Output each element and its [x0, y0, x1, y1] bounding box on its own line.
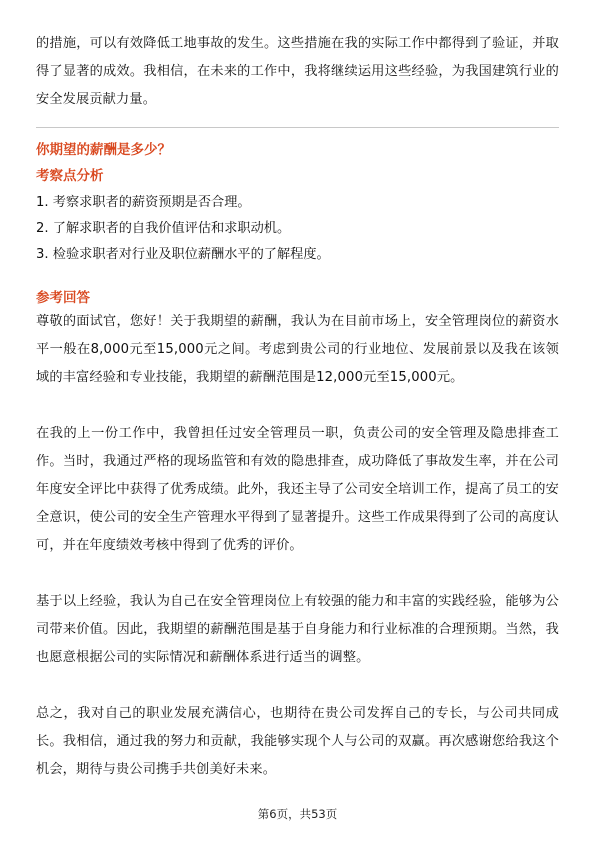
intro-paragraph: 的措施，可以有效降低工地事故的发生。这些措施在我的实际工作中都得到了验证，并取得了显著的成效。我相信，在未来的工作中，我将继续运用这些经验，为我国建筑行业的安全发展贡献力量。	[36, 36, 559, 107]
reference-answer	[36, 308, 559, 812]
analysis-point: 3. 检验求职者对行业及职位薪酬水平的了解程度。	[36, 247, 330, 262]
analysis-points-list	[36, 190, 330, 268]
page-footer: 第6页，共53页	[257, 807, 338, 821]
analysis-point: 1. 考察求职者的薪资预期是否合理。	[36, 195, 251, 210]
answer-paragraph: 在我的上一份工作中，我曾担任过安全管理员一职，负责公司的安全管理及隐患排查工作。当时，我通过严格的现场监管和有效的隐患排查，成功降低了事故发生率，并在公司年度安全评比中获得了优秀成绩。此外，我还主导了公司安全培训工作，提高了员工的安全意识，使公司的安全生产管理水平得到了显著提升。这些工作成果得到了公司的高度认可，并在年度绩效考核中得到了优秀的评价。	[36, 426, 559, 553]
answer-paragraph: 尊敬的面试官，您好！关于我期望的薪酬，我认为在目前市场上，安全管理岗位的薪资水平一般在8,000元至15,000元之间。考虑到贵公司的行业地位、发展前景以及我在该领域的丰富经验和专业技能，我期望的薪酬范围是12,000元至15,000元。	[36, 314, 559, 385]
reference-heading: 参考回答	[36, 290, 90, 306]
analysis-point: 2. 了解求职者的自我价值评估和求职动机。	[36, 221, 291, 236]
analysis-heading: 考察点分析	[36, 168, 104, 184]
answer-paragraph: 基于以上经验，我认为自己在安全管理岗位上有较强的能力和丰富的实践经验，能够为公司带来价值。因此，我期望的薪酬范围是基于自身能力和行业标准的合理预期。当然，我也愿意根据公司的实际情况和薪酬体系进行适当的调整。	[36, 594, 559, 665]
answer-paragraph: 总之，我对自己的职业发展充满信心，也期待在贵公司发挥自己的专长，与公司共同成长。我相信，通过我的努力和贡献，我能够实现个人与公司的双赢。再次感谢您给我这个机会，期待与贵公司携手共创美好未来。	[36, 706, 559, 777]
question-title: 你期望的薪酬是多少？	[36, 142, 171, 158]
section-divider	[36, 127, 559, 128]
document-page	[36, 0, 559, 842]
